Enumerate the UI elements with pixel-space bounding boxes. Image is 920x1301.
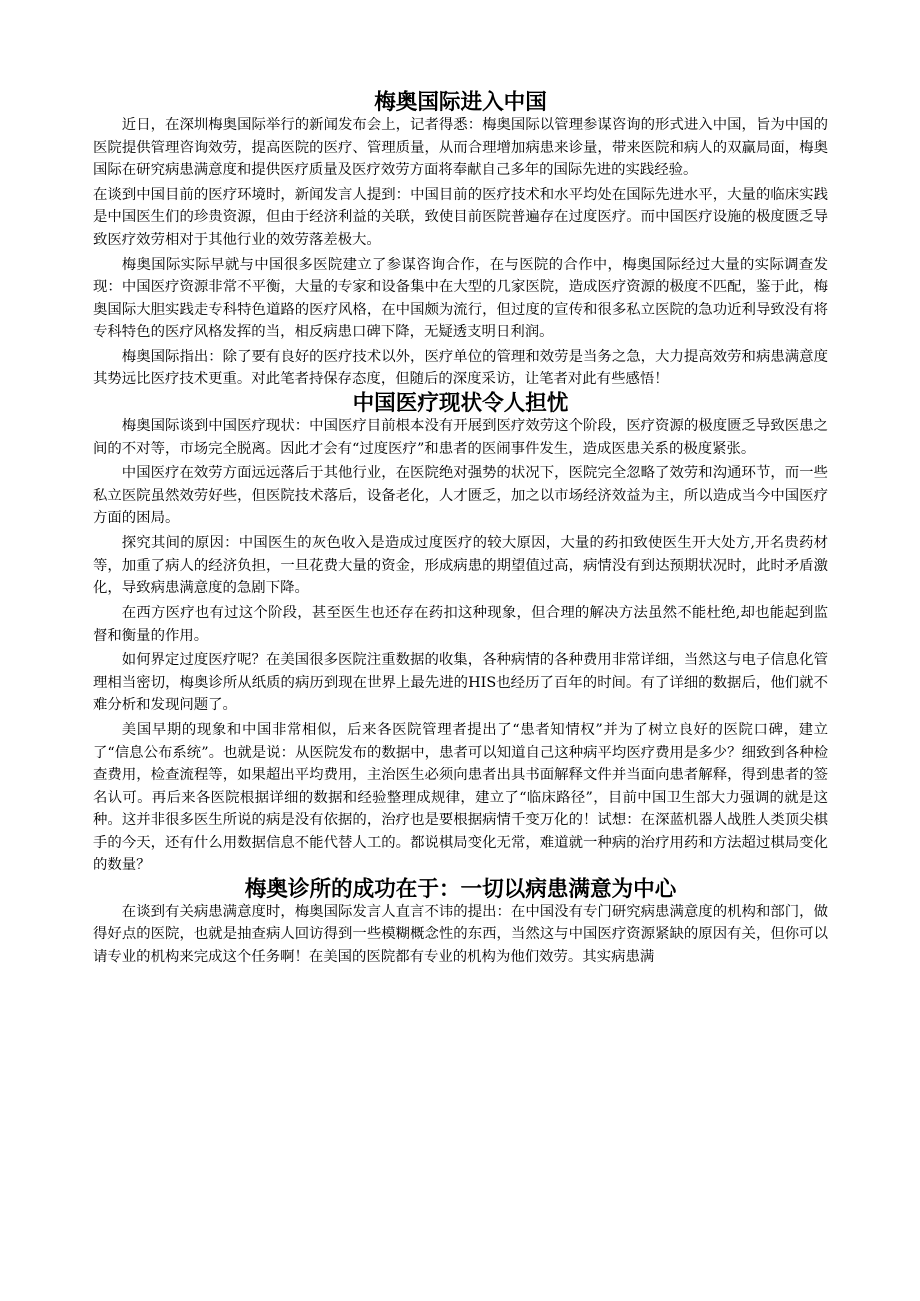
paragraph: 在谈到有关病患满意度时，梅奥国际发言人直言不讳的提出：在中国没有专门研究病患满意度的机构和部门，做得好点的医院，也就是抽查病人回访得到一些模糊概念性的东西，当然这与中国医疗资源紧缺的原因有关，但你可以请专业的机构来完成这个任务啊！在美国的医院都有专业的机构为他们效劳。其实病患满 [93, 903, 828, 965]
document-page [93, 92, 828, 971]
section-heading: 梅奥诊所的成功在于：一切以病患满意为中心 [244, 876, 677, 902]
paragraph: 梅奥国际谈到中国医疗现状：中国医疗目前根本没有开展到医疗效劳这个阶段，医疗资源的极度匮乏导致医患之间的不对等，市场完全脱离。因此才会有“过度医疗”和患者的医闹事件发生，造成医患关系的极度紧张。 [93, 418, 828, 457]
section-mayo-enters-china [93, 92, 828, 391]
paragraph: 近日，在深圳梅奥国际举行的新闻发布会上，记者得悉：梅奥国际以管理参谋咨询的形式进入中国，旨为中国的医院提供管理咨询效劳，提高医院的医疗、管理质量，从而合理增加病患来诊量，带来医院和病人的双赢局面，梅奥国际在研究病患满意度和提供医疗质量及医疗效劳方面将奉献自己多年的国际先进的实践经验。 [93, 117, 828, 178]
paragraph: 梅奥国际实际早就与中国很多医院建立了参谋咨询合作，在与医院的合作中，梅奥国际经过大量的实际调查发现：中国医疗资源非常不平衡，大量的专家和设备集中在大型的几家医院，造成医疗资源的极度不匹配，鉴于此，梅奥国际大胆实践走专科特色道路的医疗风格，在中国颇为流行，但过度的宣传和很多私立医院的急功近利导致没有将专科特色的医疗风格发挥的当，相反病患口碑下降，无疑透支明日利润。 [93, 256, 828, 341]
paragraph: 在谈到中国目前的医疗环境时，新闻发言人提到：中国目前的医疗技术和水平均处在国际先进水平，大量的临床实践是中国医生们的珍贵资源，但由于经济利益的关联，致使目前医院普遍存在过度医疗。而中国医疗设施的极度匮乏导致医疗效劳相对于其他行业的效劳落差极大。 [93, 186, 828, 248]
section-heading: 中国医疗现状令人担忧 [352, 391, 569, 417]
paragraph: 探究其间的原因：中国医生的灰色收入是造成过度医疗的较大原因，大量的药扣致使医生开大处方,开名贵药材等，加重了病人的经济负担，一旦花费大量的资金，形成病患的期望值过高，病情没有到达预期状况时，此时矛盾激化，导致病患满意度的急剧下降。 [93, 535, 828, 597]
section-heading: 梅奥国际进入中国 [374, 90, 547, 115]
paragraph: 美国早期的现象和中国非常相似，后来各医院管理者提出了“患者知情权”并为了树立良好的医院口碑，建立了“信息公布系统”。也就是说：从医院发布的数据中，患者可以知道自己这种病平均医疗费用是多少？细致到各种检查费用，检查流程等，如果超出平均费用，主治医生必须向患者出具书面解释文件并当面向患者解释，得到患者的签名认可。再后来各医院根据详细的数据和经验整理成规律，建立了“临床路径”，目前中国卫生部大力强调的就是这种。这并非很多医生所说的病是没有依据的，治疗也是要根据病情千变万化的！试想：在深蓝机器人战胜人类顶尖棋手的今天，还有什么用数据信息不能代替人工的。都说棋局变化无常，难道就一种病的治疗用药和方法超过棋局变化的数量？ [93, 722, 828, 874]
paragraph: 梅奥国际指出：除了要有良好的医疗技术以外，医疗单位的管理和效劳是当务之急，大力提高效劳和病患满意度其势远比医疗技术更重。对此笔者持保存态度，但随后的深度采访，让笔者对此有些感悟！ [93, 348, 828, 388]
section-china-medical-status [93, 393, 828, 876]
section-mayo-success [93, 876, 828, 969]
paragraph: 如何界定过度医疗呢？在美国很多医院注重数据的收集，各种病情的各种费用非常详细，当然这与电子信息化管理相当密切，梅奥诊所从纸质的病历到现在世界上最先进的HIS也经历了百年的时间。有了详细的数据后，他们就不难分析和发现问题了。 [93, 652, 828, 714]
paragraph: 中国医疗在效劳方面远远落后于其他行业，在医院绝对强势的状况下，医院完全忽略了效劳和沟通环节，而一些私立医院虽然效劳好些，但医院技术落后，设备老化，人才匮乏，加之以市场经济效益为主，所以造成当今中国医疗方面的困局。 [93, 465, 828, 527]
paragraph: 在西方医疗也有过这个阶段，甚至医生也还存在药扣这种现象，但合理的解决方法虽然不能杜绝,却也能起到监督和衡量的作用。 [93, 605, 828, 644]
